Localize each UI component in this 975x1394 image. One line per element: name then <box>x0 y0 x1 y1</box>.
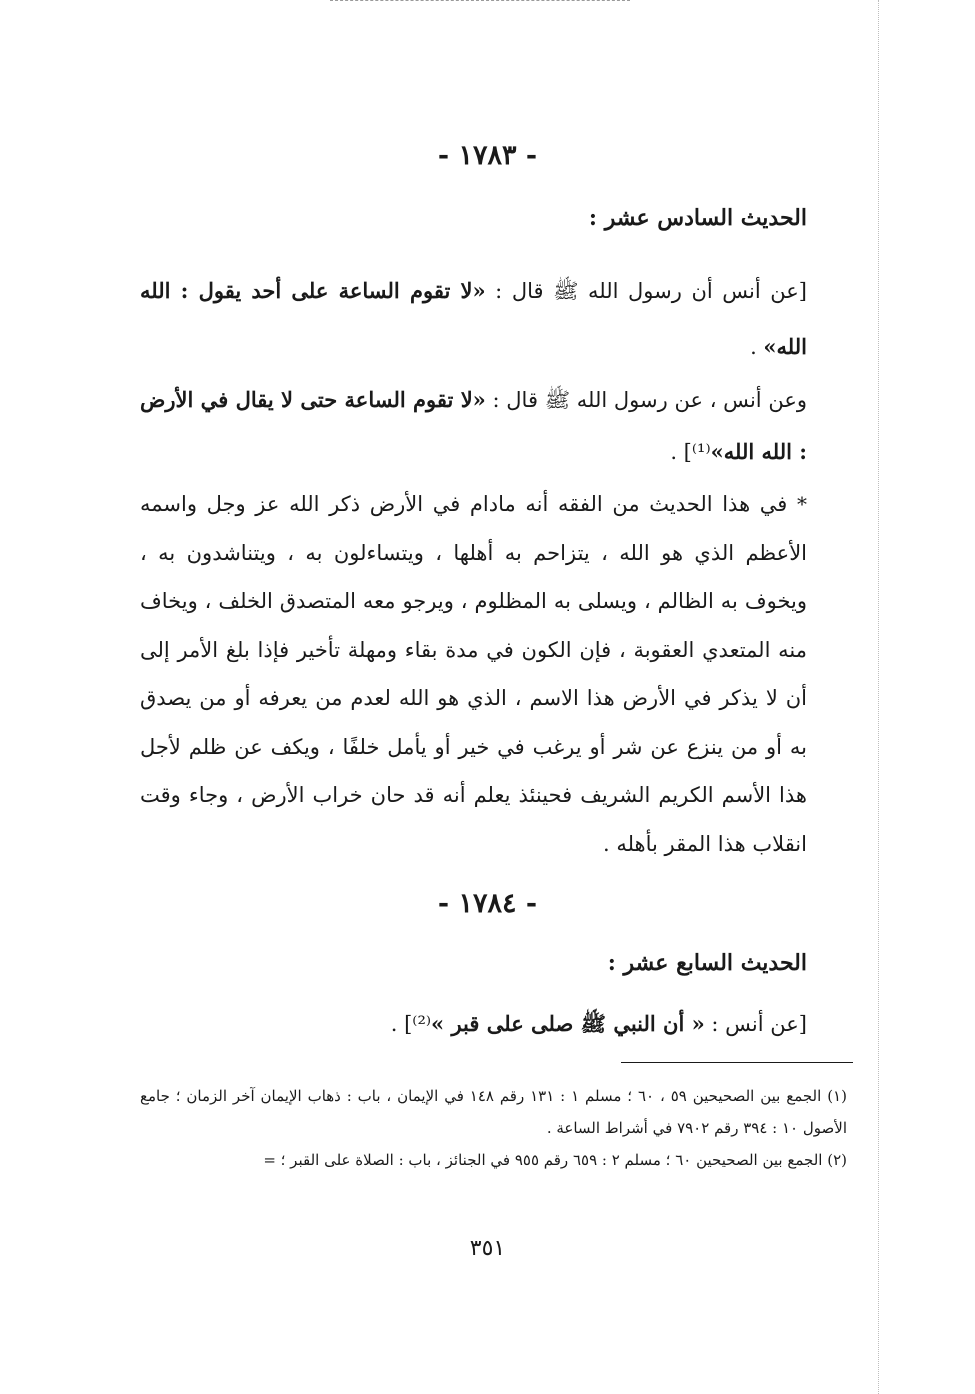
footnote-2-text: الجمع بين الصحيحين ٦٠ ؛ مسلم ٢ : ٦٥٩ رقم ٩٥٥ في الجنائز ، باب : الصلاة على القبر ؛ = <box>263 1151 823 1169</box>
footnote-separator <box>621 1062 853 1063</box>
commentary-star-icon: * <box>797 492 807 516</box>
commentary-paragraph <box>140 480 807 868</box>
scan-top-marks <box>330 0 630 9</box>
page-number: ٣٥١ <box>469 1236 506 1261</box>
scan-edge-line <box>878 0 879 1394</box>
hadith-text-1 <box>140 263 807 375</box>
section-heading-17: الحديث السابع عشر : <box>607 950 807 976</box>
section-heading-16: الحديث السادس عشر : <box>588 205 807 231</box>
hadith-2-intro: وعن أنس ، عن رسول الله ﷺ قال : <box>485 388 808 412</box>
hadith-text-2 <box>140 374 807 478</box>
footnote-1-text: الجمع بين الصحيحين ٥٩ ، ٦٠ ؛ مسلم ١ : ١٣١ رقم ١٤٨ في الإيمان ، باب : ذهاب الإيمان آخر الزمان ؛ جامع الأصول ١٠ : ٣٩٤ رقم ٧٩٠٢ في أشراط الساعة . <box>140 1087 847 1137</box>
footnote-2-marker: (٢) <box>827 1151 847 1169</box>
hadith-text-3 <box>140 1002 807 1046</box>
hadith-1-intro: [عن أنس أن رسول الله ﷺ قال : <box>485 279 807 303</box>
footnotes <box>140 1080 847 1176</box>
hadith-1-end: . <box>750 335 764 359</box>
hadith-3-quote: « أن النبي ﷺ صلى على قبر » <box>431 1011 705 1036</box>
hadith-1-quote: «لا تقوم الساعة على أحد يقول : الله الله» <box>140 278 807 359</box>
footnote-2 <box>140 1144 847 1176</box>
hadith-3-end: ⁽²⁾] . <box>390 1012 432 1036</box>
footnote-1-marker: (١) <box>827 1087 847 1105</box>
hadith-number-1784: - ١٧٨٤ - <box>437 888 538 919</box>
hadith-2-end: ⁽¹⁾] . <box>670 440 711 464</box>
footnote-1 <box>140 1080 847 1144</box>
hadith-2-quote: «لا تقوم الساعة حتى لا يقال في الأرض : الله الله» <box>140 387 807 464</box>
hadith-3-intro: [عن أنس : <box>704 1012 807 1036</box>
hadith-number-1783: - ١٧٨٣ - <box>437 140 538 171</box>
commentary-text: في هذا الحديث من الفقه أنه مادام في الأرض ذكر الله عز وجل واسمه الأعظم الذي هو الله ، يتزاحم به أهلها ، ويتساءلون به ، ويتناشدون به ، ويخوف به الظالم ، ويسلى به المظلوم ، ويرجو معه المتصدق الخلف ، ويخاف منه المتعدي العقوبة ، فإن الكون في مدة بقاء ومهلة تأخير فإذا بلغ الأمر إلى أن لا يذكر في الأرض هذا الاسم ، الذي هو الله لعدم من يعرفه أو من يصدق به أو من ينزع عن شر أو يرغب في خير أو يأمل خلفًا ، ويكف عن ظلم لأجل هذا الأسم الكريم الشريف فحينئذ يعلم أنه قد حان خراب الأرض ، وجاء وقت انقلاب هذا المقر بأهله . <box>140 492 807 856</box>
